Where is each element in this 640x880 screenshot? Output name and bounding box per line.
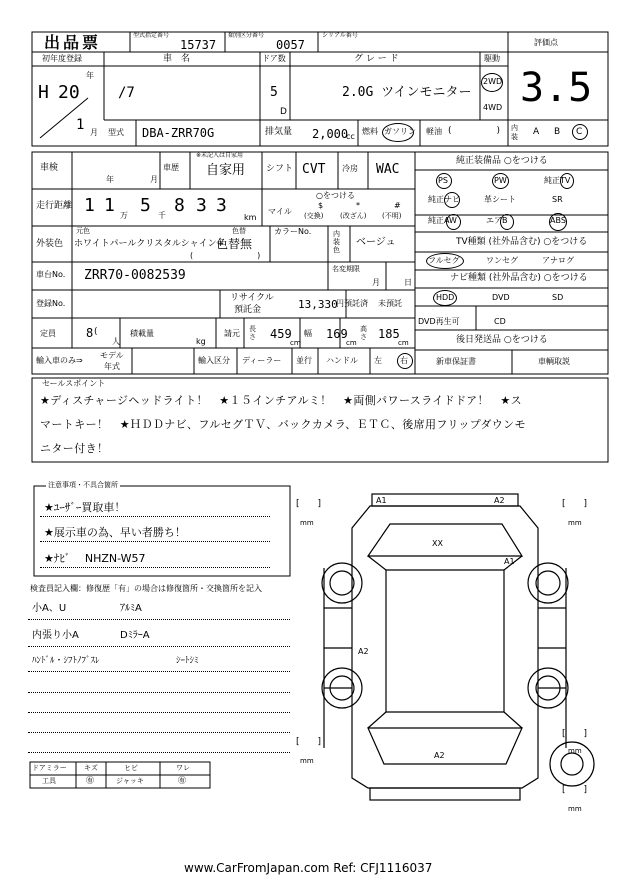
fuel-gasoline-circle <box>382 123 414 142</box>
inspector-rule-7 <box>28 752 290 753</box>
inspector-row2-a: 内張り小A <box>32 630 79 641</box>
nav-label: ナビ種類 (社外品含む) ○をつける <box>450 273 588 283</box>
fuel-label: 燃料 <box>362 127 378 136</box>
notes-line-2: ★展示車の為、早い者勝ち！ <box>44 526 186 539</box>
import-class-label: 輸入区分 <box>198 356 230 365</box>
handle-left: 左 <box>374 356 382 365</box>
exchange-sub: (交換) <box>304 212 324 220</box>
unknown-sub: (不明) <box>382 212 402 220</box>
interior-c: C <box>576 127 583 137</box>
inspector-rule-4 <box>28 692 290 693</box>
tv-fullseg: フルセグ <box>428 256 460 265</box>
inspector-row3-b: ｼｰﾄｼﾐ <box>176 656 199 666</box>
mark-front-a2: A2 <box>494 496 505 505</box>
width: 169 <box>326 327 348 341</box>
equip-aw-circle <box>446 214 461 230</box>
handle-label: ハンドル <box>326 356 358 365</box>
interior-c-circle <box>572 124 588 140</box>
chassis: ZRR70-0082539 <box>84 268 186 283</box>
handle-right-circle <box>397 353 413 369</box>
mileage-digit-6: 3 <box>216 195 227 216</box>
tyre-rr-mm: mm <box>568 747 582 755</box>
interior-label: 内装 <box>511 124 518 141</box>
inspector-label: 検査員記入欄：修復歴「有」の場合は修復箇所・交換箇所を記入 <box>30 584 262 593</box>
history-label: 車歴 <box>163 163 179 172</box>
interior-b: B <box>554 127 561 137</box>
car-name: /7 <box>118 85 135 101</box>
type-no-label: 型式指定番号 <box>133 32 170 39</box>
type-no: 15737 <box>180 38 217 52</box>
tv-analog: アナログ <box>542 256 574 265</box>
manual: 車輌取説 <box>538 357 570 366</box>
color-no-label: カラーNo. <box>274 227 312 236</box>
grade-label: グ レ ー ド <box>354 54 399 64</box>
chassis-label: 車台No. <box>36 270 66 279</box>
mileage-digit-3: 5 <box>140 195 151 216</box>
tyre-fr-bracket: [ ] <box>562 499 588 509</box>
parts-header-2: ヒビ <box>124 764 138 772</box>
handle-right: 右 <box>400 356 408 365</box>
width-cm: cm <box>346 339 357 347</box>
length-label: 長さ <box>249 325 256 341</box>
tyre-spare-mm: mm <box>568 805 582 813</box>
doors: 5 <box>270 85 278 100</box>
inspector-rule-6 <box>28 732 290 733</box>
mileage-digit-4: 8 <box>174 195 185 216</box>
class-no: 0057 <box>276 38 305 52</box>
era: H <box>38 82 49 103</box>
int-color: ベージュ <box>356 237 396 248</box>
door-type: D <box>280 107 287 117</box>
post-docs-label: 後日発送品 ○をつける <box>456 335 548 345</box>
equip-pw-circle <box>492 173 509 189</box>
capacity-label: 定員 <box>40 329 56 338</box>
first-reg-month: 1 <box>76 117 85 133</box>
inspector-row1-a: 小A、U <box>32 603 67 614</box>
fuel-diesel-paren: ( ) <box>448 126 501 136</box>
ac-label: 冷房 <box>342 164 358 173</box>
recycle-label: リサイクル <box>230 293 274 303</box>
shift: CVT <box>302 162 326 177</box>
drive-label: 駆動 <box>484 54 500 63</box>
notes-rule-2 <box>40 541 270 542</box>
door-label: ドア数 <box>262 54 286 63</box>
parts-row-3: ㊒ <box>178 776 186 785</box>
first-reg-year: 20 <box>58 82 80 103</box>
fuel-gasoline: ガソリン <box>384 127 416 136</box>
recycle-sub: 預託金 <box>234 305 262 315</box>
mileage-man: 万 <box>120 211 128 220</box>
mark-right-a1: A1 <box>504 557 515 566</box>
rating-label: 評価点 <box>534 38 558 47</box>
tyre-rl-bracket: [ ] <box>296 737 322 747</box>
std-equip-label: 純正装備品 ○をつける <box>456 156 548 166</box>
not-deposit: 未預託 <box>378 299 402 308</box>
sales-line-3: ニター付き！ <box>40 442 109 455</box>
parts-row-2: ジャッキ <box>116 777 144 785</box>
model-year-sub: 年式 <box>104 362 120 371</box>
mark-front-a1: A1 <box>376 496 387 505</box>
equip-pw: PW <box>494 176 507 185</box>
mileage-digit-2: 1 <box>104 195 115 216</box>
equip-navi: 純正ナビ <box>428 195 460 204</box>
equip-abs-circle <box>549 213 567 231</box>
sales-line-1: ★ディスチャージヘッドライト！ ★１５インチアルミ！ ★両側パワースライドドア！ ★ス <box>40 394 523 407</box>
tamper-sub: (改ざん) <box>340 212 367 220</box>
mark-roof-xx: XX <box>432 539 443 548</box>
paint-paren: ( ) <box>190 251 261 260</box>
width-label: 幅 <box>304 329 312 338</box>
cc-unit: cc <box>346 132 355 141</box>
shaken-year-unit: 年 <box>106 175 114 184</box>
equip-abs: ABS <box>550 216 566 225</box>
inspector-row3-a: ﾊﾝﾄﾞﾙ・ｼﾌﾄﾉﾌﾞｽﾚ <box>32 656 100 666</box>
first-reg-label: 初年度登録 <box>42 54 82 63</box>
name-change-day: 日 <box>404 278 412 287</box>
inspector-rule-2 <box>28 646 290 647</box>
rating-value: 3.5 <box>520 65 593 111</box>
inspector-row2-b: DﾐﾗｰA <box>120 630 150 641</box>
exchange-label: $ <box>318 201 324 210</box>
dealer: ディーラー <box>242 356 282 365</box>
history: 自家用 <box>206 163 246 178</box>
parts-header-0: ドアミラー <box>32 764 67 772</box>
mileage-digit-1: 1 <box>84 195 95 216</box>
mileage-digit-5: 3 <box>196 195 207 216</box>
tax-label: 請元 <box>224 329 240 338</box>
parts-header-3: ワレ <box>176 764 190 772</box>
sales-line-2: マートキー！ ★ＨＤＤナビ、フルセグＴＶ、バックカメラ、ＥＴＣ、後席用フリップダウンモ <box>40 418 526 431</box>
unknown-label: # <box>394 201 401 210</box>
tyre-fl-bracket: [ ] <box>296 499 322 509</box>
original-color: ホワイトパールクリスタルシャイン+ <box>74 239 225 249</box>
height: 185 <box>378 327 400 341</box>
tyre-spare-bracket: [ ] <box>562 785 588 795</box>
equip-leather: 革シート <box>484 195 516 204</box>
tv-fullseg-circle <box>426 253 464 269</box>
notes-label: 注意事項・不具合箇所 <box>48 481 118 489</box>
equip-tv-circle <box>560 173 574 189</box>
shaken-month-unit: 月 <box>150 175 158 184</box>
sales-point-label: セールスポイント <box>42 379 106 388</box>
dvd-label: DVD再生可 <box>418 317 460 326</box>
capacity-paren: ( <box>94 327 98 337</box>
load-label: 積載量 <box>130 329 154 338</box>
sheet-title: 出品票 <box>44 33 102 52</box>
name-change-label: 名変期限 <box>332 265 360 273</box>
tyre-fr-mm: mm <box>568 519 582 527</box>
new-warranty: 新車保証書 <box>436 357 476 366</box>
equip-airbag-circle <box>500 214 514 230</box>
equip-ps: PS <box>438 176 448 185</box>
equip-tv: 純正TV <box>544 176 571 185</box>
tv-label: TV種類 (社外品含む) ○をつける <box>456 237 588 247</box>
tyre-rl-mm: mm <box>300 757 314 765</box>
parts-row-0: 工具 <box>42 777 56 785</box>
history-note: ※未記入は自家用 <box>196 152 244 159</box>
equip-navi-circle <box>444 192 460 208</box>
tv-oneseg: ワンセグ <box>486 256 518 265</box>
ext-color-label: 外装色 <box>36 239 64 249</box>
name-change-month: 月 <box>372 278 380 287</box>
mile-label: マイル <box>268 207 292 216</box>
model-label: 型式 <box>108 128 124 137</box>
interior-a: A <box>533 127 540 137</box>
parts-row-1: ㊒ <box>86 776 94 785</box>
int-color-label: 内装色 <box>333 230 340 254</box>
length: 459 <box>270 327 292 341</box>
equip-ps-circle <box>436 173 452 189</box>
paint-value: 色替無 <box>216 237 253 251</box>
class-no-label: 類別区分番号 <box>228 32 265 39</box>
drive-2wd: 2WD <box>483 77 503 86</box>
grade: 2.0G ツインモニター <box>342 85 472 100</box>
mileage-label: 走行距離 <box>36 201 73 211</box>
equip-airbag: エアB <box>486 216 508 225</box>
model-year-label: モデル <box>100 351 124 360</box>
inspector-rule-3 <box>28 671 290 672</box>
serial-label: シリアル番号 <box>322 32 358 39</box>
notes-rule-1 <box>40 516 270 517</box>
nav-dvd: DVD <box>492 293 510 302</box>
paint-label: 色替 <box>232 227 246 235</box>
import-label: 輸入車のみ⇒ <box>36 356 83 365</box>
capacity-unit: 人 <box>112 337 120 346</box>
drive-2wd-circle <box>481 73 503 92</box>
mark-rear-a2: A2 <box>434 751 445 760</box>
nav-hdd: HDD <box>436 293 455 302</box>
notes-line-3: ★ﾅﾋﾞ NHZN-W57 <box>44 552 146 565</box>
parts-header-1: キズ <box>84 764 98 772</box>
inspector-rule-1 <box>28 619 290 620</box>
year-unit: 年 <box>86 71 94 80</box>
height-cm: cm <box>398 339 409 347</box>
shaken-label: 車検 <box>40 163 59 173</box>
length-cm: cm <box>290 339 301 347</box>
notes-line-1: ★ﾕｰｻﾞｰ買取車！ <box>44 501 126 514</box>
first-reg-slash <box>36 94 92 142</box>
reg-no-label: 登録No. <box>36 299 66 308</box>
displacement: 2,000 <box>312 127 349 141</box>
cd-label: CD <box>494 317 506 326</box>
height-label: 高さ <box>360 325 367 341</box>
nav-sd: SD <box>552 293 564 302</box>
ac: WAC <box>376 162 400 177</box>
displacement-label: 排気量 <box>265 127 293 137</box>
tyre-fl-mm: mm <box>300 519 314 527</box>
inspector-rule-5 <box>28 712 290 713</box>
car-damage-diagram <box>290 488 602 808</box>
load-kg: kg <box>196 337 206 346</box>
mileage-sen: 千 <box>158 211 166 220</box>
month-unit: 月 <box>90 128 98 137</box>
equip-sr: SR <box>552 195 563 204</box>
fuel-diesel-label: 軽油 <box>426 127 442 136</box>
tyre-rr-bracket: [ ] <box>562 729 588 739</box>
footer-ref: www.CarFromJapan.com Ref: CFJ1116037 <box>184 861 433 875</box>
original-color-label: 元色 <box>76 227 90 235</box>
notes-rule-3 <box>40 567 270 568</box>
tamper-label: * <box>356 201 360 210</box>
mileage-km: km <box>244 213 257 222</box>
model: DBA-ZRR70G <box>142 126 215 140</box>
drive-4wd: 4WD <box>483 103 503 112</box>
nav-hdd-circle <box>433 290 457 306</box>
shift-label: シフト <box>266 164 294 174</box>
mileage-circle-note: ○をつける <box>316 191 355 200</box>
recycle-amount: 13,330 <box>298 298 338 311</box>
recycle-deposit: 円預託済 <box>336 299 368 308</box>
inspector-row1-b: ｱﾙﾐA <box>120 603 142 614</box>
car-name-label: 車 名 <box>163 54 191 64</box>
equip-aw: 純正AW <box>428 216 457 225</box>
parallel: 並行 <box>296 356 312 365</box>
mark-left-a2: A2 <box>358 647 369 656</box>
capacity: 8 <box>86 326 94 340</box>
